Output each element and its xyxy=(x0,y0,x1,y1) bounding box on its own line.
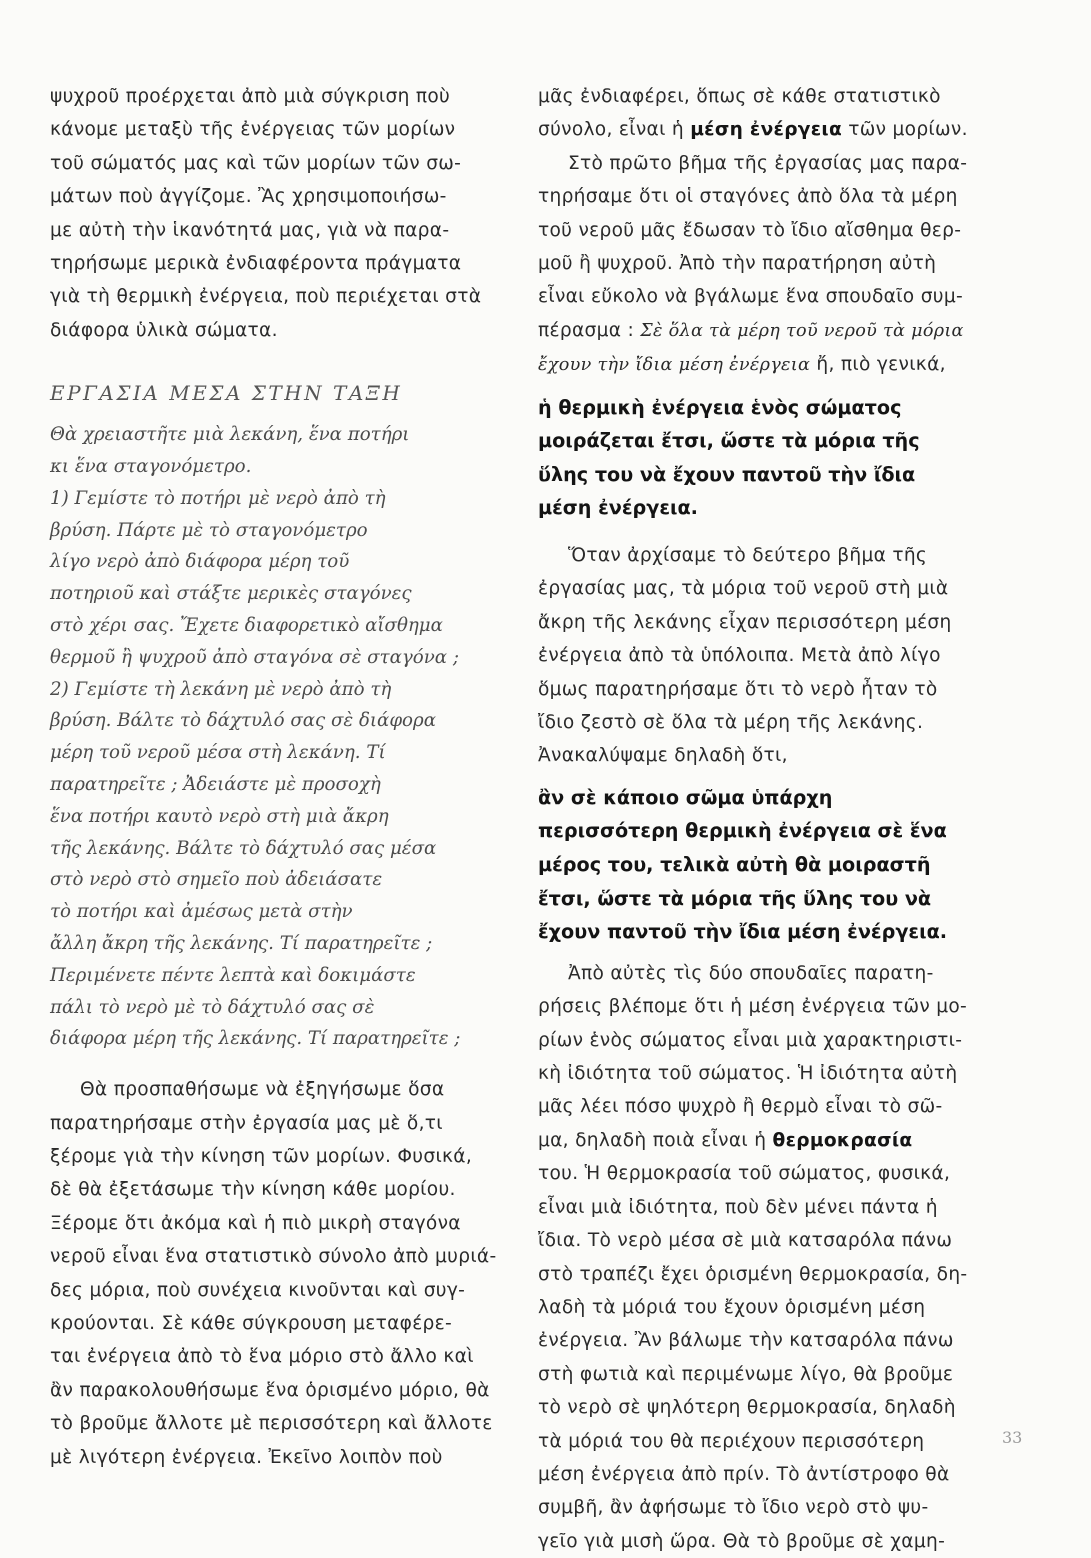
class-exercise-instructions: Θὰ χρειαστῆτε μιὰ λεκάνη, ἕνα ποτήρι κι ἕνα σταγονόμετρο. 1) Γεμίστε τὸ ποτήρι μὲ νερὸ ἀπὸ τὴ βρύση. Πάρτε μὲ τὸ σταγονόμετρο λίγο νερὸ ἀπὸ διάφορα μέρη τοῦ ποτηριοῦ καὶ στάξτε μερικὲς σταγόνες στὸ χέρι σας. Ἔχετε διαφορετικὸ αἴσθημα θερμοῦ ἢ ψυχροῦ ἀπὸ σταγόνα σὲ σταγόνα ; 2) Γεμίστε τὴ λεκάνη μὲ νερὸ ἀπὸ τὴ βρύση. Βάλτε τὸ δάχτυλό σας σὲ διάφορα μέρη τοῦ νεροῦ μέσα στὴ λεκάνη. Τί παρατηρεῖτε ; Ἀδειάστε μὲ προσοχὴ ἕνα ποτήρι καυτὸ νερὸ στὴ μιὰ ἄκρη τῆς λεκάνης. Βάλτε τὸ δάχτυλό σας μέσα στὸ νερὸ στὸ σημεῖο ποὺ ἀδειάσατε τὸ ποτήρι καὶ ἀμέσως μετὰ στὴν ἄλλη ἄκρη τῆς λεκάνης. Τί παρατηρεῖτε ; Περιμένετε πέντε λεπτὰ καὶ δοκιμάστε πάλι τὸ νερὸ μὲ τὸ δάχτυλό σας σὲ διάφορα μέρη τῆς λεκάνης. Τί παρατηρεῖτε ; xyxy=(50,424,461,1050)
first-step-conclusion: Σὲ ὅλα τὰ μέρη τοῦ νεροῦ τὰ μόρια ἔχουν τὴν ἴδια μέση ἐνέργεια xyxy=(538,320,964,376)
first-step-text-b: ἤ, πιὸ γενικά, xyxy=(810,354,946,376)
mean-energy-term: μέση ἐνέργεια xyxy=(690,119,843,141)
temperature-term: θερμοκρασία xyxy=(772,1129,913,1151)
left-column xyxy=(50,80,513,1474)
page-number: 33 xyxy=(1002,1428,1023,1447)
mean-energy-text-a: μᾶς ἐνδιαφέρει, ὅπως σὲ κάθε στατιστικὸ σύνολο, εἶναι ἡ xyxy=(538,86,941,141)
intro-paragraph: ψυχροῦ προέρχεται ἀπὸ μιὰ σύγκριση ποὺ κάνομε μεταξὺ τῆς ἐνέργειας τῶν μορίων τοῦ σώματός μας καὶ τῶν μορίων τῶν σω- μάτων ποὺ ἀγγίζομε. Ἂς χρησιμοποιήσω- με αὐτὴ τὴν ἱκανότητά μας, γιὰ νὰ παρα- τηρήσωμε μερικὰ ἐνδιαφέροντα πράγματα γιὰ τὴ θερμικὴ ἐνέργεια, ποὺ περιέχεται στὰ διάφορα ὑλικὰ σώματα. xyxy=(50,86,482,341)
temperature-text-b: του. Ἡ θερμοκρασία τοῦ σώματος, φυσικά, εἶναι μιὰ ἰδιότητα, ποὺ δὲν μένει πάντα ἡ ἴδια. Τὸ νερὸ μέσα σὲ μιὰ κατσαρόλα πάνω στὸ τραπέζι ἔχει ὁρισμένη θερμοκρασία, δη- λαδὴ τὰ μόριά του ἔχουν ὁρισμένη μέση ἐνέργεια. Ἂν βάλωμε τὴν κατσαρόλα πάνω στὴ φωτιὰ καὶ περιμένωμε λίγο, θὰ βροῦμε τὸ νερὸ σὲ ψηλότερη θερμοκρασία, δηλαδὴ τὰ μόριά του θὰ περιέχουν περισσότερη μέση ἐνέργεια ἀπὸ πρίν. Τὸ ἀντίστροφο θὰ συμβῆ, ἂν ἀφήσωμε τὸ ἴδιο νερὸ στὸ ψυ- γεῖο γιὰ μισὴ ὥρα. Θὰ τὸ βροῦμε σὲ χαμη- xyxy=(538,1163,968,1552)
section-heading: ΕΡΓΑΣΙΑ ΜΕΣΑ ΣΤΗΝ ΤΑΞΗ xyxy=(50,381,403,406)
rule-statement-2: ἂν σὲ κάποιο σῶμα ὑπάρχη περισσότερη θερμικὴ ἐνέργεια σὲ ἕνα μέρος του, τελικὰ αὐτὴ θὰ μοιραστῆ ἔτσι, ὥστε τὰ μόρια τῆς ὕλης του νὰ ἔχουν παντοῦ τὴν ἴδια μέση ἐνέργεια. xyxy=(538,785,948,944)
first-step-text-a: Στὸ πρῶτο βῆμα τῆς ἐργασίας μας παρα- τηρήσαμε ὅτι οἱ σταγόνες ἀπὸ ὅλα τὰ μέρη τοῦ νεροῦ μᾶς ἔδωσαν τὸ ἴδιο αἴσθημα θερ- μοῦ ἢ ψυχροῦ. Ἀπὸ τὴν παρατήρηση αὐτὴ εἶναι εὔκολο νὰ βγάλωμε ἕνα σπουδαῖο συμ- πέρασμα : xyxy=(538,152,968,341)
explanation-paragraph: Θὰ προσπαθήσωμε νὰ ἐξηγήσωμε ὅσα παρατηρήσαμε στὴν ἐργασία μας μὲ ὅ,τι ξέρομε γιὰ τὴν κίνηση τῶν μορίων. Φυσικά, δὲ θὰ ἐξετάσωμε τὴν κίνηση κάθε μορίου. Ξέρομε ὅτι ἀκόμα καὶ ἡ πιὸ μικρὴ σταγόνα νεροῦ εἶναι ἕνα στατιστικὸ σύνολο ἀπὸ μυριά- δες μόρια, ποὺ συνέχεια κινοῦνται καὶ συγ- κρούονται. Σὲ κάθε σύγκρουση μεταφέρε- ται ἐνέργεια ἀπὸ τὸ ἕνα μόριο στὸ ἄλλο καὶ ἂν παρακολουθήσωμε ἕνα ὁρισμένο μόριο, θὰ τὸ βροῦμε ἄλλοτε μὲ περισσότερη καὶ ἄλλοτε μὲ λιγότερη ἐνέργεια. Ἐκεῖνο λοιπὸν ποὺ xyxy=(50,1079,497,1468)
mean-energy-text-b: τῶν μορίων. xyxy=(842,119,968,141)
mean-energy-paragraph xyxy=(538,80,1028,147)
temperature-text-a: Ἀπὸ αὐτὲς τὶς δύο σπουδαῖες παρατη- ρήσεις βλέπομε ὅτι ἡ μέση ἐνέργεια τῶν μο- ρίων ἑνὸς σώματος εἶναι μιὰ χαρακτηριστι- κὴ ἰδιότητα τοῦ σώματος. Ἡ ἰδιότητα αὐτὴ μᾶς λέει πόσο ψυχρὸ ἢ θερμὸ εἶναι τὸ σῶ- μα, δηλαδὴ ποιὰ εἶναι ἡ xyxy=(538,962,968,1151)
rule-statement-1: ἡ θερμικὴ ἐνέργεια ἑνὸς σώματος μοιράζεται ἔτσι, ὥστε τὰ μόρια τῆς ὕλης του νὰ ἔχουν παντοῦ τὴν ἴδια μέση ἐνέργεια. xyxy=(538,395,920,520)
temperature-paragraph xyxy=(538,957,1028,1558)
right-column xyxy=(538,80,1028,1558)
first-step-paragraph xyxy=(538,147,1028,383)
second-step-paragraph: Ὅταν ἀρχίσαμε τὸ δεύτερο βῆμα τῆς ἐργασίας μας, τὰ μόρια τοῦ νεροῦ στὴ μιὰ ἄκρη τῆς λεκάνης εἶχαν περισσότερη μέση ἐνέργεια ἀπὸ τὰ ὑπόλοιπα. Μετὰ ἀπὸ λίγο ὅμως παρατηρήσαμε ὅτι τὸ νερὸ ἦταν τὸ ἴδιο ζεστὸ σὲ ὅλα τὰ μέρη τῆς λεκάνης. Ἀνακαλύψαμε δηλαδὴ ὅτι, xyxy=(538,545,952,767)
